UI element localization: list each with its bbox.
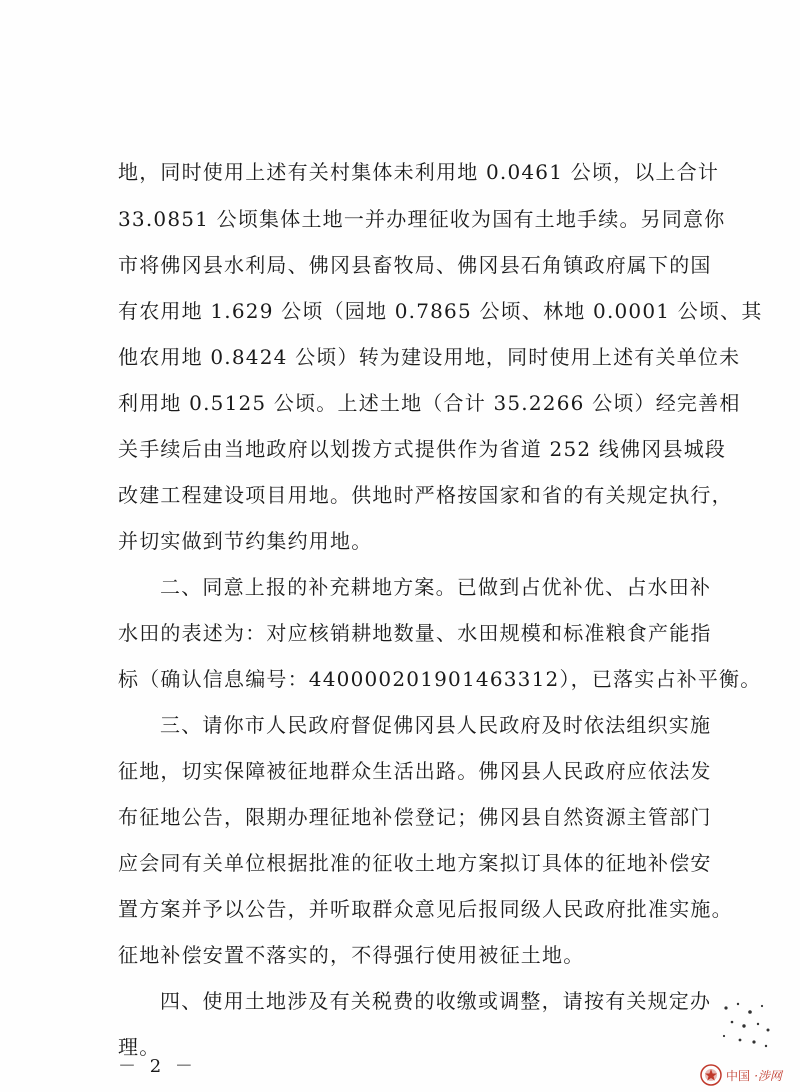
text-line: 改建工程建设项目用地。供地时严格按国家和省的有关规定执行， (118, 483, 733, 507)
text-line: 理。 (118, 1035, 161, 1059)
text-line: 水田的表述为：对应核销耕地数量、水田规模和标准粮食产能指 (118, 621, 712, 645)
text-line: 置方案并予以公告，并听取群众意见后报同级人民政府批准实施。 (118, 897, 733, 921)
text-line: 市将佛冈县水利局、佛冈县畜牧局、佛冈县石角镇政府属下的国 (118, 253, 712, 277)
text-line: 并切实做到节约集约用地。 (118, 529, 373, 553)
text-line: 有农用地 1.629 公顷（园地 0.7865 公顷、林地 0.0001 公顷、其 (118, 299, 763, 323)
text-line: 他农用地 0.8424 公顷）转为建设用地，同时使用上述有关单位未 (118, 345, 741, 369)
watermark-text-1: 中国 (726, 1068, 751, 1083)
text-line: 利用地 0.5125 公顷。上述土地（合计 35.2266 公顷）经完善相 (118, 391, 741, 415)
text-line: 标（确认信息编号：440000201901463312），已落实占补平衡。 (118, 667, 762, 691)
text-line: 布征地公告，限期办理征地补偿登记；佛冈县自然资源主管部门 (118, 805, 712, 829)
page-number: － 2 － (118, 1056, 197, 1077)
text-line: 征地补偿安置不落实的，不得强行使用被征土地。 (118, 943, 585, 967)
paragraph-3-start: 三、请你市人民政府督促佛冈县人民政府及时依法组织实施 (160, 713, 712, 737)
text-line: 33.0851 公顷集体土地一并办理征收为国有土地手续。另同意你 (118, 207, 726, 231)
watermark-text-2: ·涉网 (754, 1068, 782, 1083)
text-line: 关手续后由当地政府以划拨方式提供作为省道 252 线佛冈县城段 (118, 437, 727, 461)
text-line: 地，同时使用上述有关村集体未利用地 0.0461 公顷，以上合计 (118, 160, 720, 184)
site-watermark (700, 1064, 782, 1086)
scan-noise-marks (716, 996, 776, 1056)
text-line: 征地，切实保障被征地群众生活出路。佛冈县人民政府应依法发 (118, 759, 712, 783)
paragraph-2-start: 二、同意上报的补充耕地方案。已做到占优补优、占水田补 (160, 575, 712, 599)
text-line: 应会同有关单位根据批准的征收土地方案拟订具体的征地补偿安 (118, 851, 712, 875)
emblem-icon (700, 1064, 722, 1086)
paragraph-4-start: 四、使用土地涉及有关税费的收缴或调整，请按有关规定办 (160, 989, 712, 1013)
